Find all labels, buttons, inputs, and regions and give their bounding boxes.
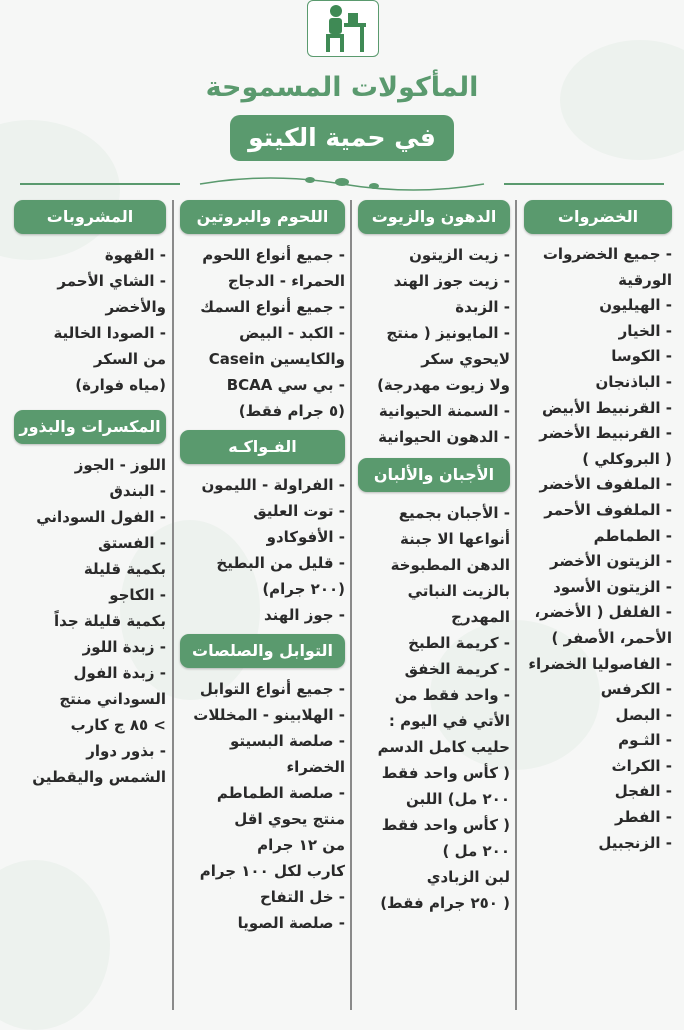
list-item: الأحمر، الأصفر )	[551, 628, 672, 647]
list-item: ( كأس واحد فقط	[381, 816, 510, 834]
list-item: - الزيتون الأسود	[553, 577, 672, 596]
section-header-meat-protein: اللحوم والبروتين	[180, 200, 345, 234]
list-item: - الفول السوداني	[36, 508, 166, 526]
list-item: - الكرفس	[600, 680, 672, 699]
list-item: - الثـوم	[618, 731, 672, 750]
section-header-cheese-dairy: الأجبان والألبان	[358, 458, 510, 492]
header-divider	[20, 183, 180, 185]
list-item: بكمية قليلة	[83, 560, 166, 578]
column-protein-fruits-spices	[180, 200, 345, 936]
list-item: من ١٢ جرام	[257, 836, 345, 854]
list-item: > ٨٥ ج كارب	[70, 716, 166, 734]
list-item: حليب كامل الدسم	[377, 738, 510, 756]
logo	[307, 0, 379, 57]
list-item: من السكر	[93, 350, 166, 368]
list-item: - القهوة	[104, 246, 166, 264]
list-item: اللوز - الجوز	[74, 456, 166, 474]
list-item: لايحوي سكر	[421, 350, 510, 368]
list-item: - الدهون الحيوانية	[378, 428, 510, 446]
list-item: - الملفوف الأخضر	[539, 475, 672, 494]
page-subtitle: في حمية الكيتو	[230, 115, 454, 161]
list-item: - الكبد - البيض	[239, 324, 345, 342]
page-title: المأكولات المسموحة	[205, 72, 479, 103]
list-item: - الهيليون	[599, 296, 672, 315]
header-divider	[504, 183, 664, 185]
list-item: - زيت الزيتون	[409, 246, 510, 264]
nuts-seeds-list	[14, 452, 166, 790]
list-item: (٢٠٠ جرام)	[262, 580, 345, 598]
list-item: ( البروكلي )	[582, 449, 672, 468]
list-item: - الفجل	[614, 782, 672, 801]
cheese-dairy-list	[358, 500, 510, 916]
section-header-fruits: الفـواكـه	[180, 430, 345, 464]
list-item: - الكراث	[611, 756, 672, 775]
list-item: - الأجبان بجميع	[398, 504, 510, 522]
list-item: - الزنجبيل	[598, 833, 672, 852]
meat-protein-list	[180, 242, 345, 424]
list-item: - كريمة الطبخ	[408, 634, 510, 652]
list-item: - الفطر	[615, 808, 672, 827]
list-item: لبن الزبادي	[426, 868, 510, 886]
list-item: - الفراولة - الليمون	[201, 476, 345, 494]
list-item: - البندق	[109, 482, 166, 500]
list-item: - توت العليق	[253, 502, 345, 520]
list-item: ٢٠٠ مل )	[442, 842, 510, 860]
list-item: بكمية قليلة جداً	[54, 612, 166, 630]
column-drinks-nuts	[14, 200, 166, 790]
list-item: الشمس واليقطين	[32, 768, 166, 786]
list-item: المهدرج	[451, 608, 510, 626]
list-item: - الفاصوليا الخضراء	[528, 654, 672, 673]
column-separator	[515, 200, 517, 1010]
list-item: - جميع أنواع اللحوم	[202, 246, 345, 264]
spices-sauces-list	[180, 676, 345, 936]
column-vegetables	[524, 200, 672, 856]
leaf-ornament-icon	[190, 170, 494, 198]
list-item: - الملفوف الأحمر	[544, 500, 672, 519]
list-item: - القرنبيط الأبيض	[541, 398, 672, 417]
list-item: - الباذنجان	[595, 372, 672, 391]
list-item: - صلصة الطماطم	[216, 784, 345, 802]
list-item: (مياه فوارة)	[75, 376, 166, 394]
list-item: الأتي في اليوم :	[388, 712, 510, 730]
list-item: - زبدة اللوز	[82, 638, 166, 656]
background-blob	[0, 860, 110, 1030]
list-item: - قليل من البطيخ	[216, 554, 345, 572]
drinks-list	[14, 242, 166, 398]
list-item: - الفستق	[98, 534, 166, 552]
list-item: منتج يحوي اقل	[234, 810, 345, 828]
list-item: - كريمة الخفق	[404, 660, 510, 678]
list-item: ( كأس واحد فقط	[381, 764, 510, 782]
column-separator	[350, 200, 352, 1010]
list-item: - الطماطم	[593, 526, 672, 545]
list-item: - البصل	[615, 705, 672, 724]
fruits-list	[180, 472, 345, 628]
person-at-desk-icon	[308, 1, 378, 56]
list-item: والأخضر	[105, 298, 166, 316]
list-item: - جوز الهند	[264, 606, 345, 624]
list-item: - جميع الخضروات	[542, 245, 672, 263]
list-item: السوداني منتج	[59, 690, 166, 708]
list-item: ( ٢٥٠ جرام فقط)	[380, 894, 510, 912]
list-item: - الهلابينو - المخللات	[193, 706, 345, 724]
column-separator	[172, 200, 174, 1010]
list-item: - جميع أنواع السمك	[200, 298, 345, 316]
list-item: - بذور دوار	[86, 742, 166, 760]
list-item: - الزيتون الأخضر	[550, 552, 672, 571]
list-item: - زيت جوز الهند	[393, 272, 510, 290]
list-item: (٥ جرام فقط)	[238, 402, 345, 420]
list-item: أنواعها الا جبنة	[399, 530, 510, 548]
section-header-vegetables: الخضروات	[524, 200, 672, 234]
section-header-fats-oils: الدهون والزيوت	[358, 200, 510, 234]
list-item: - زبدة الفول	[73, 664, 166, 682]
list-item: الدهن المطبوخة	[390, 556, 510, 574]
list-item: الخضراء	[286, 758, 345, 776]
list-item: - خل التفاح	[259, 888, 345, 906]
list-item: - الشاي الأحمر	[57, 272, 166, 290]
list-item: - صلصة الصويا	[237, 914, 345, 932]
section-header-drinks: المشروبات	[14, 200, 166, 234]
list-item: - الصودا الخالية	[53, 324, 166, 342]
section-header-spices-sauces: التوابل والصلصات	[180, 634, 345, 668]
list-item: - الزبدة	[455, 298, 510, 316]
list-item: - بي سي BCAA	[226, 376, 345, 394]
list-item: - الكوسا	[611, 347, 672, 366]
list-item: - الأفوكادو	[266, 528, 345, 546]
list-item: والكايسين Casein	[208, 350, 345, 368]
list-item: - الكاجو	[109, 586, 166, 604]
list-item: - السمنة الحيوانية	[378, 402, 510, 420]
list-item: - جميع أنواع التوابل	[199, 680, 345, 698]
section-header-nuts-seeds: المكسرات والبذور	[14, 410, 166, 444]
list-item: الورقية	[618, 270, 672, 289]
list-item: ٢٠٠ مل) اللبن	[406, 790, 510, 808]
list-item: - صلصة البسيتو	[230, 732, 345, 750]
list-item: كارب لكل ١٠٠ جرام	[199, 862, 345, 880]
list-item: بالزيت النباتي	[407, 582, 510, 600]
list-item: - واحد فقط من	[394, 686, 510, 704]
list-item: ولا زيوت مهدرجة)	[377, 376, 510, 394]
list-item: - الفلفل ( الأخضر،	[534, 603, 672, 622]
list-item: - القرنبيط الأخضر	[539, 424, 672, 443]
list-item: - المايونيز ( منتج	[386, 324, 510, 342]
vegetables-list	[524, 242, 672, 856]
list-item: الحمراء - الدجاج	[227, 272, 345, 290]
list-item: - الخيار	[618, 321, 672, 340]
fats-oils-list	[358, 242, 510, 450]
column-fats-dairy	[358, 200, 510, 916]
